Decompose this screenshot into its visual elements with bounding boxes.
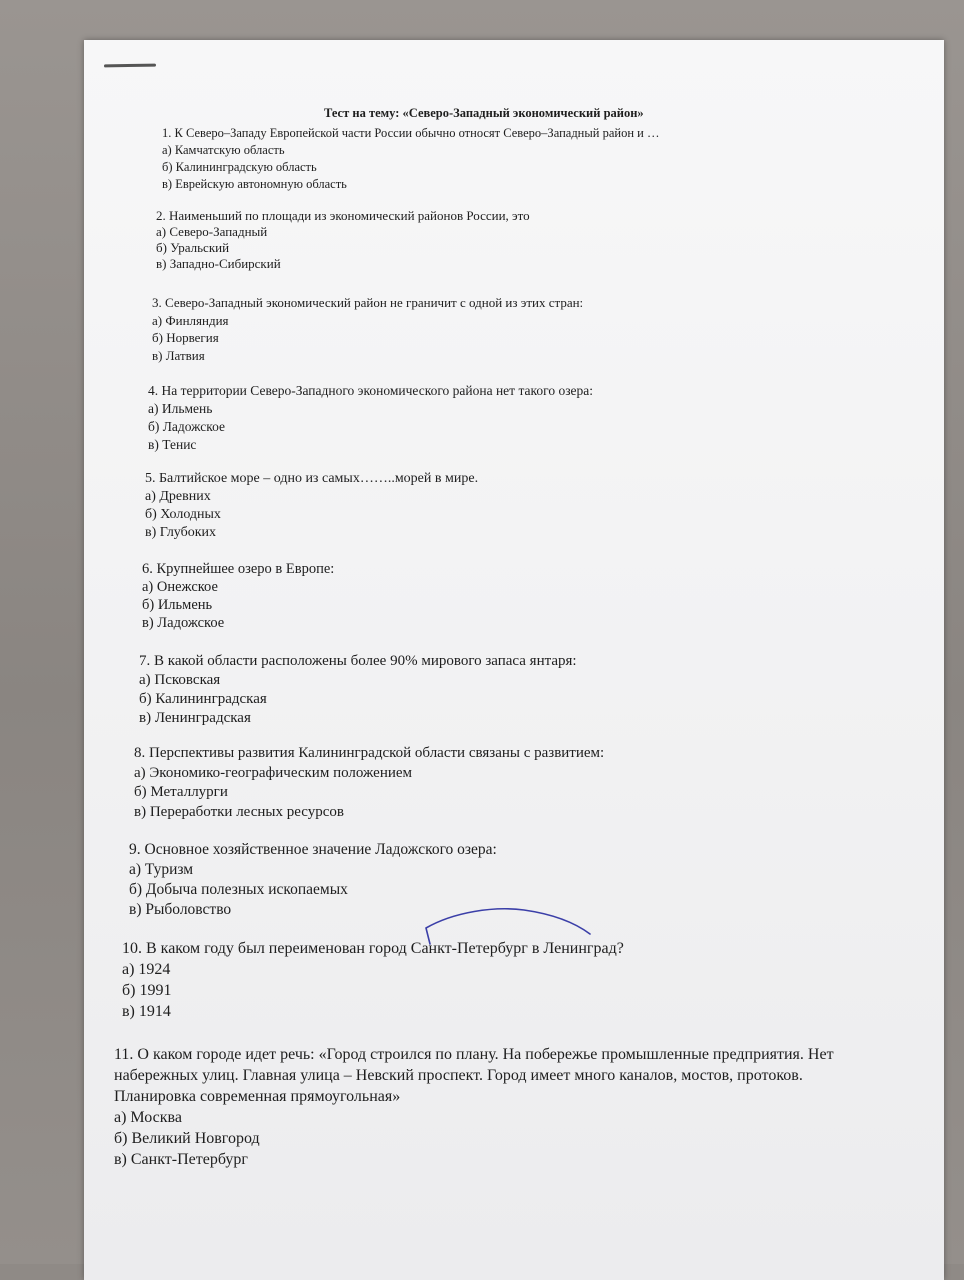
answer-option: б) Калининградская [139, 691, 267, 707]
answer-option: б) Калининградскую область [162, 160, 317, 174]
question-1 [162, 125, 659, 193]
answer-option: а) Экономико-географическим положением [134, 764, 413, 781]
answer-option: б) 1991 [122, 982, 172, 999]
answer-option: б) Уральский [156, 240, 230, 255]
question-7 [139, 652, 577, 728]
question-4 [148, 382, 593, 454]
question-text: 1. К Северо–Западу Европейской части России обычно относят Северо–Западный район и … [162, 126, 660, 140]
answer-option: в) Ладожское [142, 615, 225, 631]
question-text: 9. Основное хозяйственное значение Ладожского озера: [129, 841, 497, 858]
answer-option: а) Финляндия [152, 312, 229, 328]
question-2 [156, 208, 530, 272]
question-3 [152, 294, 583, 364]
question-text: 2. Наименьший по площади из экономический районов России, это [156, 208, 530, 223]
question-text: 4. На территории Северо-Западного экономического района нет такого озера: [148, 383, 594, 398]
answer-option: а) Древних [145, 489, 211, 504]
question-10 [122, 938, 624, 1022]
question-5 [145, 470, 478, 542]
answer-option: в) 1914 [122, 1003, 171, 1020]
test-title: Тест на тему: «Северо-Западный экономический район» [324, 106, 644, 120]
answer-option: б) Добыча полезных ископаемых [129, 881, 348, 898]
answer-option: а) Москва [114, 1109, 182, 1126]
question-8 [134, 744, 604, 822]
question-text: 6. Крупнейшее озеро в Европе: [142, 561, 335, 577]
answer-option: в) Рыболовство [129, 901, 232, 918]
answer-option: в) Еврейскую автономную область [162, 177, 347, 191]
test-paper-sheet [84, 40, 944, 1280]
answer-option: в) Западно-Сибирский [156, 256, 281, 271]
answer-option: а) 1924 [122, 961, 171, 978]
answer-option: в) Переработки лесных ресурсов [134, 803, 344, 820]
answer-option: б) Металлурги [134, 784, 228, 800]
question-6 [142, 560, 334, 632]
handwritten-pen-mark [424, 906, 594, 946]
answer-option: б) Ладожское [148, 419, 226, 434]
question-text: 8. Перспективы развития Калининградской области связаны с развитием: [134, 745, 605, 761]
answer-option: а) Псковская [139, 672, 221, 688]
question-text: 5. Балтийское море – одно из самых……..морей в мире. [145, 471, 479, 486]
answer-option: а) Камчатскую область [162, 143, 285, 157]
answer-option: а) Северо-Западный [156, 224, 268, 239]
answer-option: б) Норвегия [152, 330, 219, 345]
question-text: 3. Северо-Западный экономический район не граничит с одной из этих стран: [152, 295, 584, 310]
answer-option: б) Великий Новгород [114, 1130, 260, 1147]
answer-option: в) Тенис [148, 437, 197, 452]
answer-option: в) Латвия [152, 347, 205, 363]
answer-option: б) Ильмень [142, 597, 213, 613]
test-content [84, 40, 944, 1280]
answer-option: в) Ленинградская [139, 710, 251, 726]
question-text: 7. В какой области расположены более 90% мирового запаса янтаря: [139, 653, 577, 669]
answer-option: а) Туризм [129, 861, 194, 878]
answer-option: в) Глубоких [145, 525, 217, 540]
question-text-line: набережных улиц. Главная улица – Невский проспект. Город имеет много каналов, мостов, протоков. [114, 1067, 803, 1084]
answer-option: а) Ильмень [148, 401, 213, 416]
answer-option: б) Холодных [145, 507, 221, 522]
question-text: 10. В каком году был переименован город Санкт-Петербург в Ленинград? [122, 940, 624, 957]
question-text-line: 11. О каком городе идет речь: «Город строился по плану. На побережье промышленные предприятия. Нет [114, 1046, 834, 1063]
question-11 [114, 1044, 834, 1170]
question-text-line: Планировка современная прямоугольная» [114, 1088, 401, 1105]
answer-option: в) Санкт-Петербург [114, 1151, 248, 1168]
answer-option: а) Онежское [142, 579, 218, 595]
